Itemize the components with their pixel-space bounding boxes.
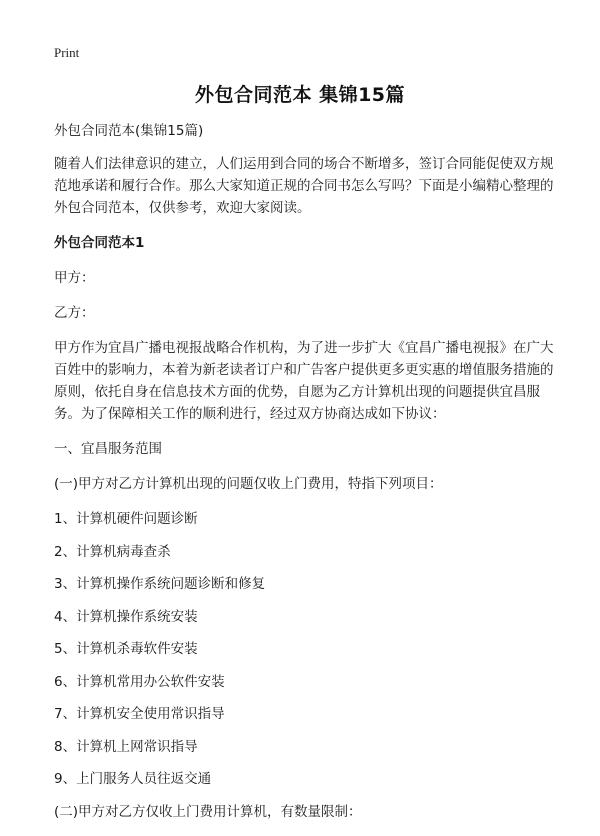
intro-paragraph: 随着人们法律意识的建立，人们运用到合同的场合不断增多，签订合同能促使双方规范地承诺和履行合作。那么大家知道正规的合同书怎么写吗？下面是小编精心整理的外包合同范本，仅供参考，欢迎大家阅读。 (54, 156, 554, 216)
clause-1: (一)甲方对乙方计算机出现的问题仅收上门费用，特指下列项目： (54, 476, 443, 492)
document-body (54, 120, 554, 836)
list-item: 1、计算机硬件问题诊断 (54, 511, 198, 527)
list-item: 4、计算机操作系统安装 (54, 608, 198, 625)
print-label: Print (54, 45, 80, 60)
list-item: 8、计算机上网常识指导 (54, 738, 198, 755)
body-paragraph: 甲方作为宜昌广播电视报战略合作机构，为了进一步扩大《宜昌广播电视报》在广大百姓中的影响力，本着为新老读者订户和广告客户提供更多更实惠的增值服务措施的原则，依托自身在信息技术方面的优势，自愿为乙方计算机出现的问题提供宜昌服务。为了保障相关工作的顺利进行，经过双方协商达成如下协议： (54, 340, 554, 422)
document-subtitle: 外包合同范本(集锦15篇) (54, 123, 204, 139)
party-a-line: 甲方： (54, 270, 95, 286)
list-item: 9、上门服务人员往返交通 (54, 771, 212, 787)
party-b-line: 乙方： (54, 305, 95, 321)
list-item: 2、计算机病毒查杀 (54, 543, 171, 560)
section-heading: 外包合同范本1 (54, 235, 145, 251)
scope-heading: 一、宜昌服务范围 (54, 441, 162, 457)
document-title: 外包合同范本 集锦15篇 (194, 84, 406, 106)
list-item: 5、计算机杀毒软件安装 (54, 641, 198, 657)
clause-2: (二)甲方对乙方仅收上门费用计算机，有数量限制： (54, 803, 362, 820)
list-item: 3、计算机操作系统问题诊断和修复 (54, 576, 266, 592)
list-item: 6、计算机常用办公软件安装 (54, 673, 225, 690)
list-item: 7、计算机安全使用常识指导 (54, 706, 225, 722)
